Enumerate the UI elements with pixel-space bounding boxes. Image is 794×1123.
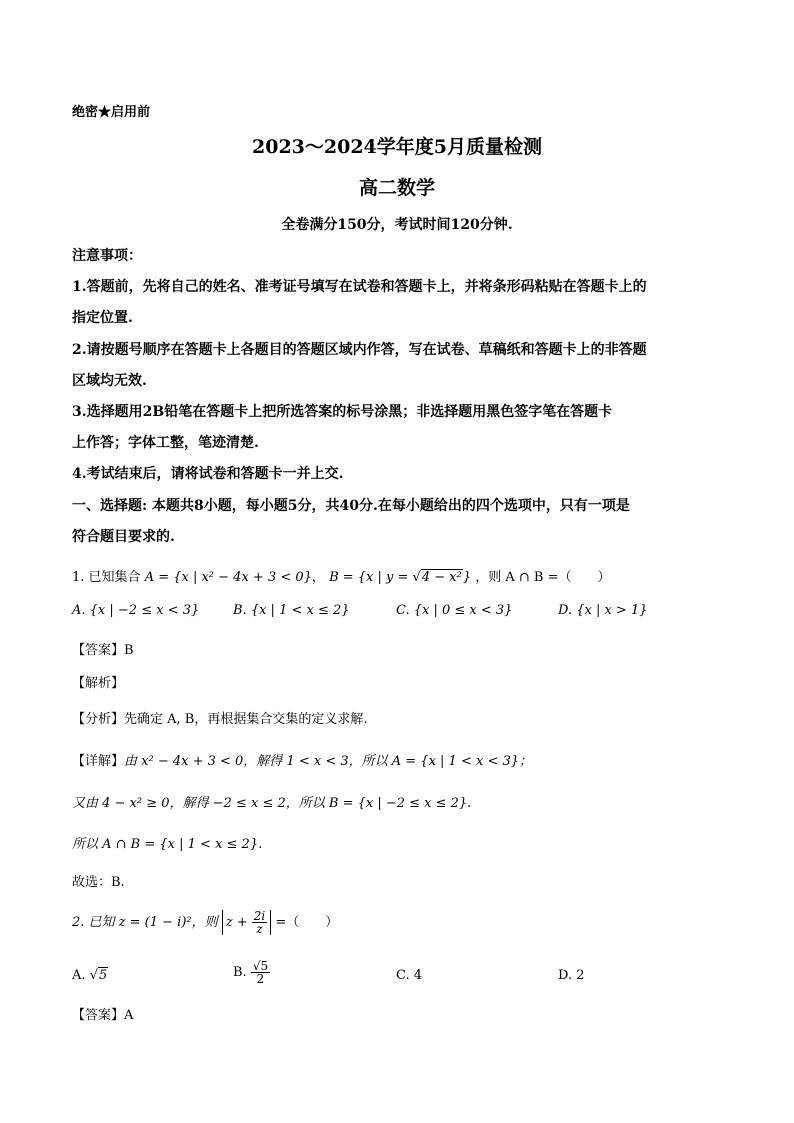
exam-title: 2023～2024学年度5月质量检测	[252, 136, 542, 158]
notice-line-7: 4.考试结束后，请将试卷和答题卡一并上交.	[72, 466, 344, 482]
notice-line-4: 区域均无效.	[72, 373, 147, 389]
q1-analysis-tag: 【解析】	[72, 676, 125, 691]
q2-option-c: C. 4	[396, 968, 423, 983]
q1-option-c: C. {x | 0 ≤ x < 3}	[396, 603, 513, 618]
q1-answer	[72, 639, 134, 658]
q2-option-b-fraction	[251, 960, 270, 985]
q1-option-a: A. {x | −2 ≤ x < 3}	[72, 603, 200, 618]
q1-detail-line-3: 所以 A ∩ B = {x | 1 < x ≤ 2}.	[72, 837, 263, 852]
section-heading-line-1: 一、选择题: 本题共8小题，每小题5分，共40分.在每小题给出的四个选项中，只有一项是	[72, 498, 630, 514]
q2-option-b-num: √5	[252, 959, 269, 973]
notice-line-5: 3.选择题用2B铅笔在答题卡上把所选答案的标号涂黑；非选择题用黑色签字笔在答题卡	[72, 404, 613, 420]
exam-info: 全卷满分150分，考试时间120分钟.	[281, 217, 513, 233]
q1-ask: ，则 A ∩ B =（ ）	[475, 570, 611, 585]
detail-text-1: 由 x² − 4x + 3 < 0，解得 1 < x < 3，所以 A = {x | 1 < x < 3}；	[124, 754, 533, 769]
q1-set-b-pre: B = {x | y =	[329, 570, 413, 585]
q2-prefix: 2. 已知 z = (1 − i)²，则	[72, 915, 218, 930]
q2-option-d: D. 2	[558, 968, 585, 983]
notice-heading: 注意事项：	[72, 248, 142, 264]
question-2	[72, 910, 338, 935]
exam-subject: 高二数学	[358, 177, 435, 199]
answer-value: A	[124, 1008, 134, 1023]
q1-detail-line-1	[72, 750, 532, 769]
fenxi-tag: 【分析】	[72, 712, 125, 727]
q1-set-b-post: }	[462, 570, 472, 585]
q2-option-b	[233, 960, 270, 985]
q2-expr-pre: z +	[225, 915, 252, 930]
notice-line-6: 上作答；字体工整，笔迹清楚.	[72, 435, 259, 451]
secret-label: 绝密★启用前	[72, 105, 151, 120]
sqrt-icon: √	[89, 968, 98, 983]
q2-ask: =（ ）	[275, 915, 339, 930]
q1-fenxi	[72, 708, 368, 727]
q2-option-b-den: 2	[256, 972, 265, 986]
question-1	[72, 566, 611, 585]
q2-frac-num: 2i	[253, 909, 266, 923]
q2-frac-den: z	[256, 922, 263, 936]
q1-set-b-radicand: 4 − x²	[421, 570, 462, 585]
q1-set-b	[329, 569, 471, 585]
q1-set-a: A = {x | x² − 4x + 3 < 0}	[144, 570, 312, 585]
q1-prefix: 1. 已知集合	[72, 570, 141, 585]
fenxi-text: 先确定 A, B，再根据集合交集的定义求解.	[124, 712, 368, 727]
q2-fraction	[252, 910, 267, 935]
notice-line-2: 指定位置.	[72, 310, 133, 326]
xiangjie-tag: 【详解】	[72, 754, 125, 769]
answer-value: B	[124, 643, 134, 658]
q2-option-b-label: B.	[233, 965, 247, 980]
q2-abs-expression	[222, 910, 272, 935]
q1-option-b: B. {x | 1 < x ≤ 2}	[233, 603, 350, 618]
section-heading-line-2: 符合题目要求的.	[72, 529, 175, 545]
notice-line-3: 2.请按题号顺序在答题卡上各题目的答题区域内作答，写在试卷、草稿纸和答题卡上的非答题	[72, 342, 647, 358]
notice-line-1: 1.答题前，先将自己的姓名、准考证号填写在试卷和答题卡上，并将条形码粘贴在答题卡上的	[72, 279, 647, 295]
q2-option-a	[72, 968, 108, 983]
q1-option-d: D. {x | x > 1}	[558, 603, 648, 618]
answer-tag: 【答案】	[72, 1008, 125, 1023]
q1-sep: ，	[311, 570, 325, 585]
q1-conclusion: 故选：B.	[72, 875, 125, 890]
sqrt-icon: √	[412, 570, 421, 585]
q1-detail-line-2: 又由 4 − x² ≥ 0，解得 −2 ≤ x ≤ 2，所以 B = {x | −2 ≤ x ≤ 2}.	[72, 796, 472, 811]
answer-tag: 【答案】	[72, 643, 125, 658]
q2-answer	[72, 1004, 133, 1023]
q2-option-a-label: A.	[72, 968, 86, 983]
q2-option-a-radicand: 5	[98, 968, 108, 983]
